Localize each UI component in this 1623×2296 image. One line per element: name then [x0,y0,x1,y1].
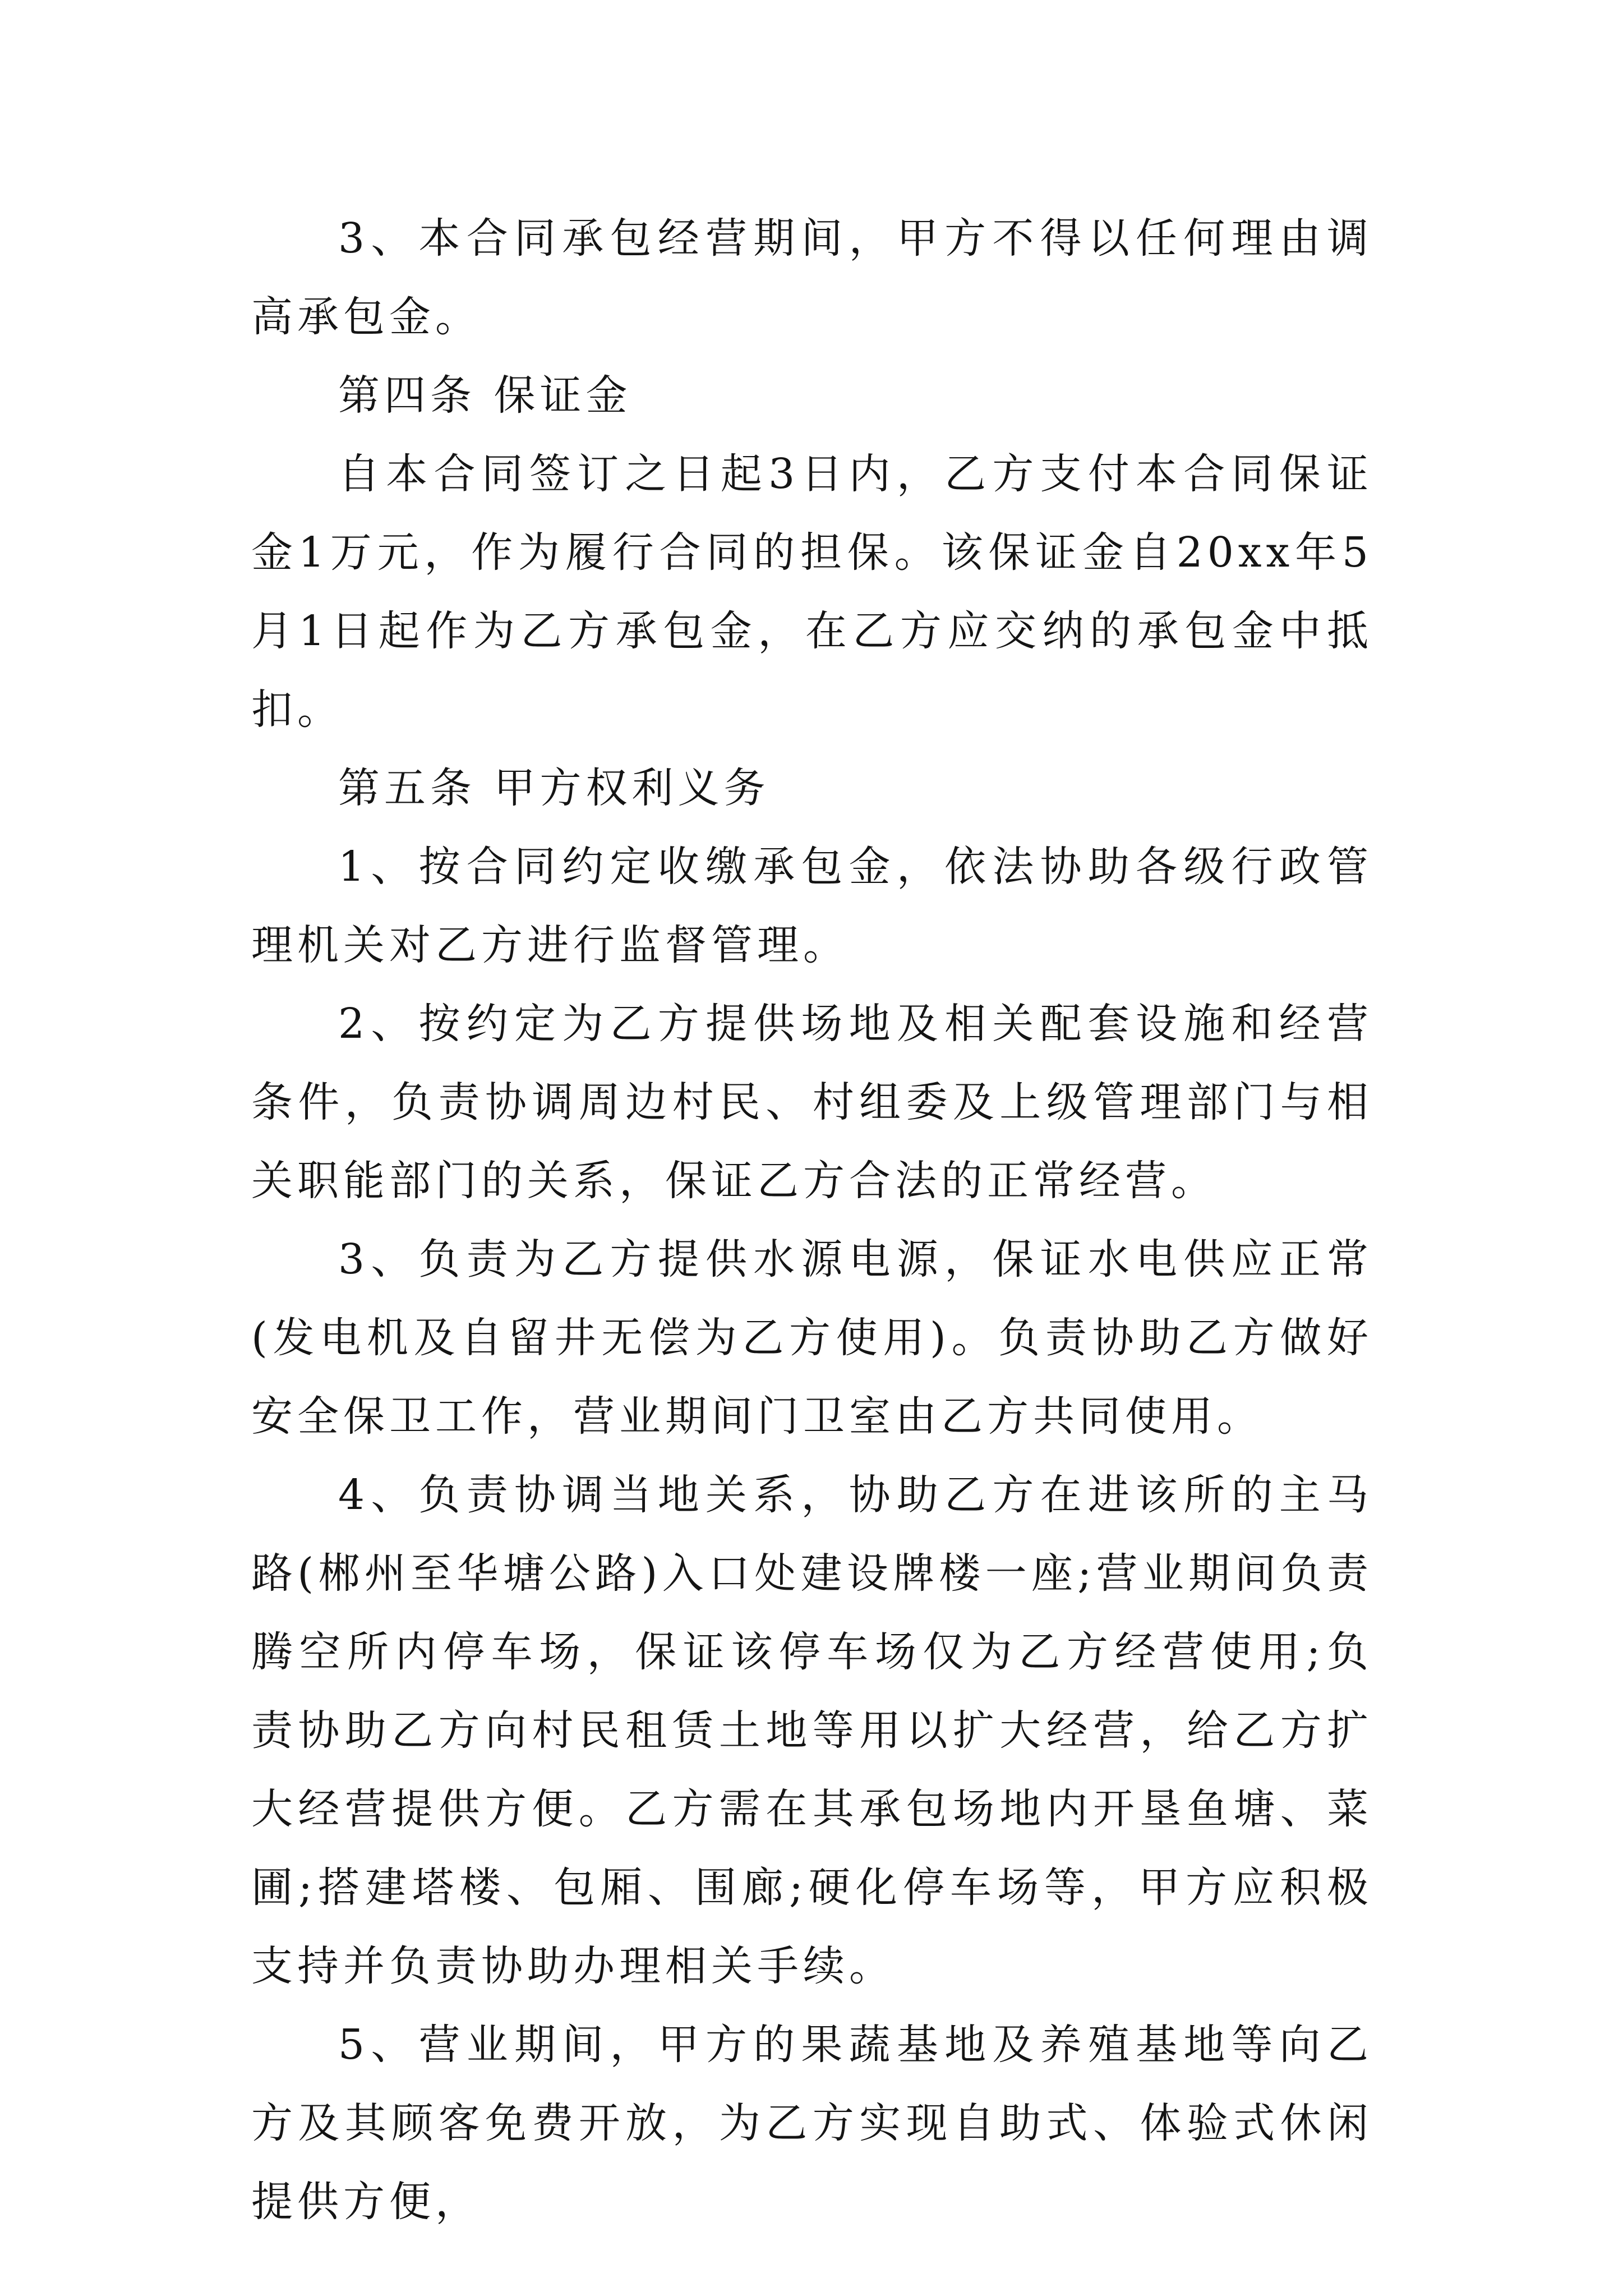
article-4-heading: 第四条 保证金 [338,371,632,420]
document-body [251,199,1373,2241]
paragraph-party-a-4: 4、负责协调当地关系，协助乙方在进该所的主马路(郴州至华塘公路)入口处建设牌楼一座;营业期间负责腾空所内停车场，保证该停车场仅为乙方经营使用;负责协助乙方向村民租赁土地等用以扩大经营，给乙方扩大经营提供方便。乙方需在其承包场地内开垦鱼塘、菜圃;搭建塔楼、包厢、围廊;硬化停车场等，甲方应积极支持并负责协助办理相关手续。 [251,1471,1373,1990]
paragraph-party-a-3: 3、负责为乙方提供水源电源，保证水电供应正常(发电机及自留井无偿为乙方使用)。负责协助乙方做好安全保卫工作，营业期间门卫室由乙方共同使用。 [251,1235,1373,1441]
paragraph-party-a-2: 2、按约定为乙方提供场地及相关配套设施和经营条件，负责协调周边村民、村组委及上级管理部门与相关职能部门的关系，保证乙方合法的正常经营。 [251,1000,1373,1205]
paragraph-deposit: 自本合同签订之日起3日内，乙方支付本合同保证金1万元，作为履行合同的担保。该保证金自20xx年5月1日起作为乙方承包金，在乙方应交纳的承包金中抵扣。 [251,450,1373,734]
paragraph-clause-3-fee: 3、本合同承包经营期间，甲方不得以任何理由调高承包金。 [251,214,1373,341]
paragraph-party-a-1: 1、按合同约定收缴承包金，依法协助各级行政管理机关对乙方进行监督管理。 [251,843,1373,969]
paragraph-party-a-5: 5、营业期间，甲方的果蔬基地及养殖基地等向乙方及其顾客免费开放，为乙方实现自助式、体验式休闲提供方便， [251,2021,1373,2226]
article-5-heading: 第五条 甲方权利义务 [338,764,770,812]
